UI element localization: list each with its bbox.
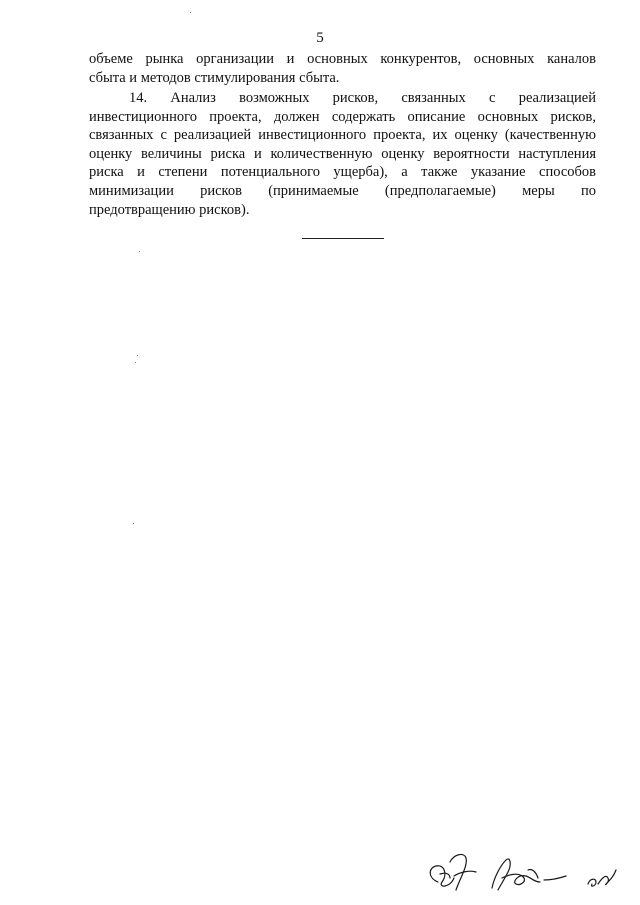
scan-speck: [133, 523, 134, 524]
text-line: 14. Анализ возможных рисков, связанных с реализацией: [129, 90, 596, 106]
text-line: связанных с реализацией инвестиционного проекта, их оценку (качественную: [89, 127, 596, 144]
scan-speck: [135, 362, 136, 363]
text-line: объеме рынка организации и основных конкурентов, основных каналов: [89, 51, 596, 67]
paragraph-risk-analysis: [89, 89, 596, 219]
end-of-text-rule: [302, 238, 384, 239]
page-number: 5: [316, 30, 324, 46]
text-line: предотвращению рисков).: [89, 201, 250, 218]
scan-speck: [137, 355, 138, 356]
text-line: минимизации рисков (принимаемые (предполагаемые) меры по: [89, 182, 596, 199]
text-line: риска и степени потенциального ущерба), а также указание способов: [89, 164, 596, 181]
text-line: оценку величины риска и количественную оценку вероятности наступления: [89, 145, 596, 162]
handwritten-signature-icon: [420, 848, 625, 898]
scan-speck: [190, 12, 191, 13]
text-line: инвестиционного проекта, должен содержать описание основных рисков,: [89, 108, 596, 125]
text-line: сбыта и методов стимулирования сбыта.: [89, 69, 340, 86]
scan-speck: [139, 251, 140, 252]
paragraph-market: [89, 50, 596, 87]
